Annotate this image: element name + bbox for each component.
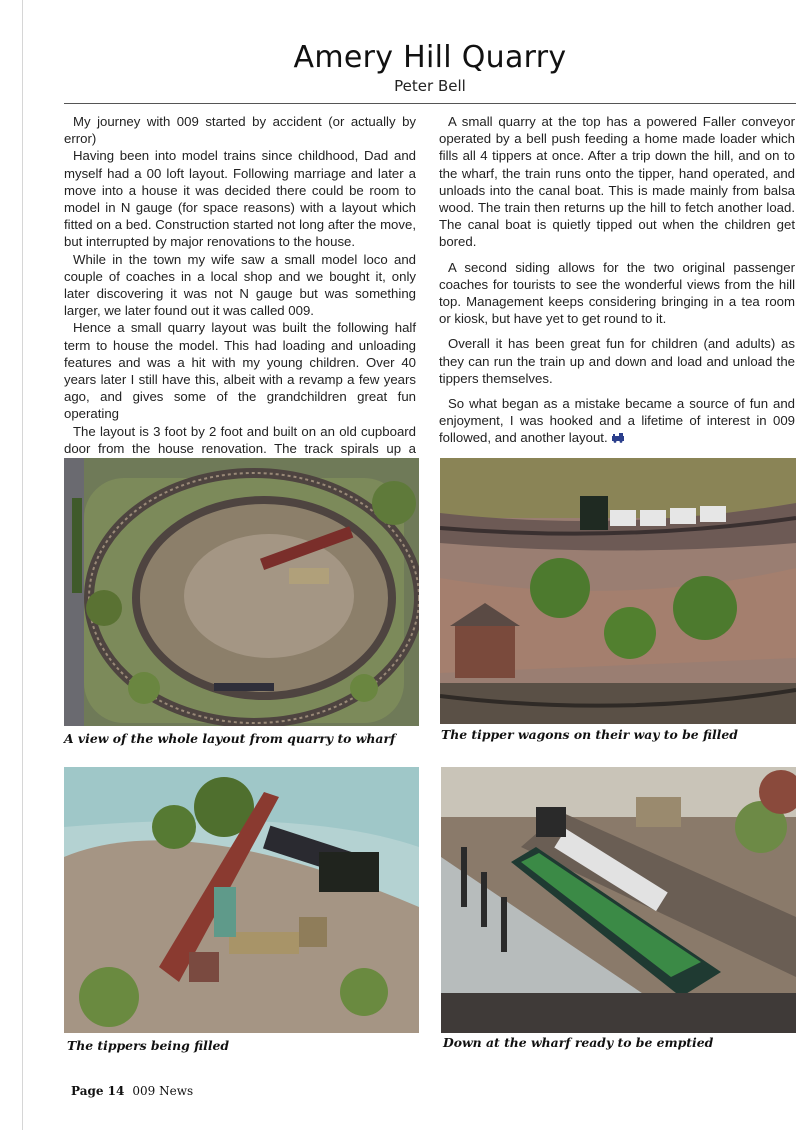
photo-caption: Down at the wharf ready to be emptied [443, 1035, 714, 1050]
paragraph: A second siding allows for the two original passenger coaches for tourists to see the wonderful views from the hill top. Management keeps considering bringing in a tea room or kiosk, but have yet to get round to it. [439, 259, 795, 327]
paragraph: Hence a small quarry layout was built the following half term to house the model. This had loading and unloading features and was a hit with my young children. Over 40 years later I still have this, albeit with a revamp a few years ago, and gives some of the grandchildren great fun operating [64, 320, 416, 422]
photo-tippers-filled [64, 767, 419, 1033]
paragraph: A small quarry at the top has a powered Faller conveyor operated by a bell push feeding a home made loader which fills all 4 tippers at once. After a trip down the hill, and on to the wharf, the train runs onto the tipper, hand operated, and unloads into the canal boat. This is made mainly from balsa wood. The train then returns up the hill to fetch another load. The canal boat is quietly tipped out when the children get bored. [439, 114, 795, 250]
photo-wharf [441, 767, 796, 1033]
article-title: Amery Hill Quarry [293, 40, 567, 75]
photo-caption: A view of the whole layout from quarry to wharf [64, 731, 396, 746]
paragraph: My journey with 009 started by accident (or actually by error) [64, 114, 416, 147]
photo-whole-layout [64, 458, 419, 726]
magazine-name: 009 News [132, 1084, 194, 1098]
paragraph: The layout is 3 foot by 2 foot and built on an old cupboard door from the house renovation. The track spirals up a [64, 423, 416, 456]
paragraph: While in the town my wife saw a small model loco and couple of coaches in a local shop and we bought it, only later discovering it was not N gauge but was something larger, we later found out it was called 009. [64, 251, 416, 319]
photo-caption: The tippers being filled [67, 1038, 230, 1053]
photo-tipper-wagons [440, 458, 796, 724]
paragraph: Overall it has been great fun for children (and adults) as they can run the train up and down and load and unload the tippers themselves. [439, 336, 795, 386]
paragraph-final [439, 395, 795, 447]
page-number: Page 14 [71, 1084, 125, 1098]
photo-caption: The tipper wagons on their way to be filled [441, 727, 738, 742]
text-column-left [64, 113, 416, 491]
article-author: Peter Bell [394, 77, 466, 95]
header-rule [64, 103, 796, 104]
page-edge [22, 0, 23, 1130]
locomotive-end-mark-icon [611, 432, 625, 443]
page-footer [71, 1084, 193, 1098]
paragraph: Having been into model trains since childhood, Dad and myself had a 00 loft layout. Following marriage and later a move into a house it was decided there could be room to model in N gauge (for space reasons) with a layout which fitted on a bed. Construction started not long after the move, but interrupted by major renovations to the house. [64, 148, 416, 250]
paragraph-text: So what began as a mistake became a source of fun and enjoyment, I was hooked and a lifetime of interest in 009 followed, and another layout. [439, 396, 795, 446]
text-column-right [439, 113, 795, 455]
